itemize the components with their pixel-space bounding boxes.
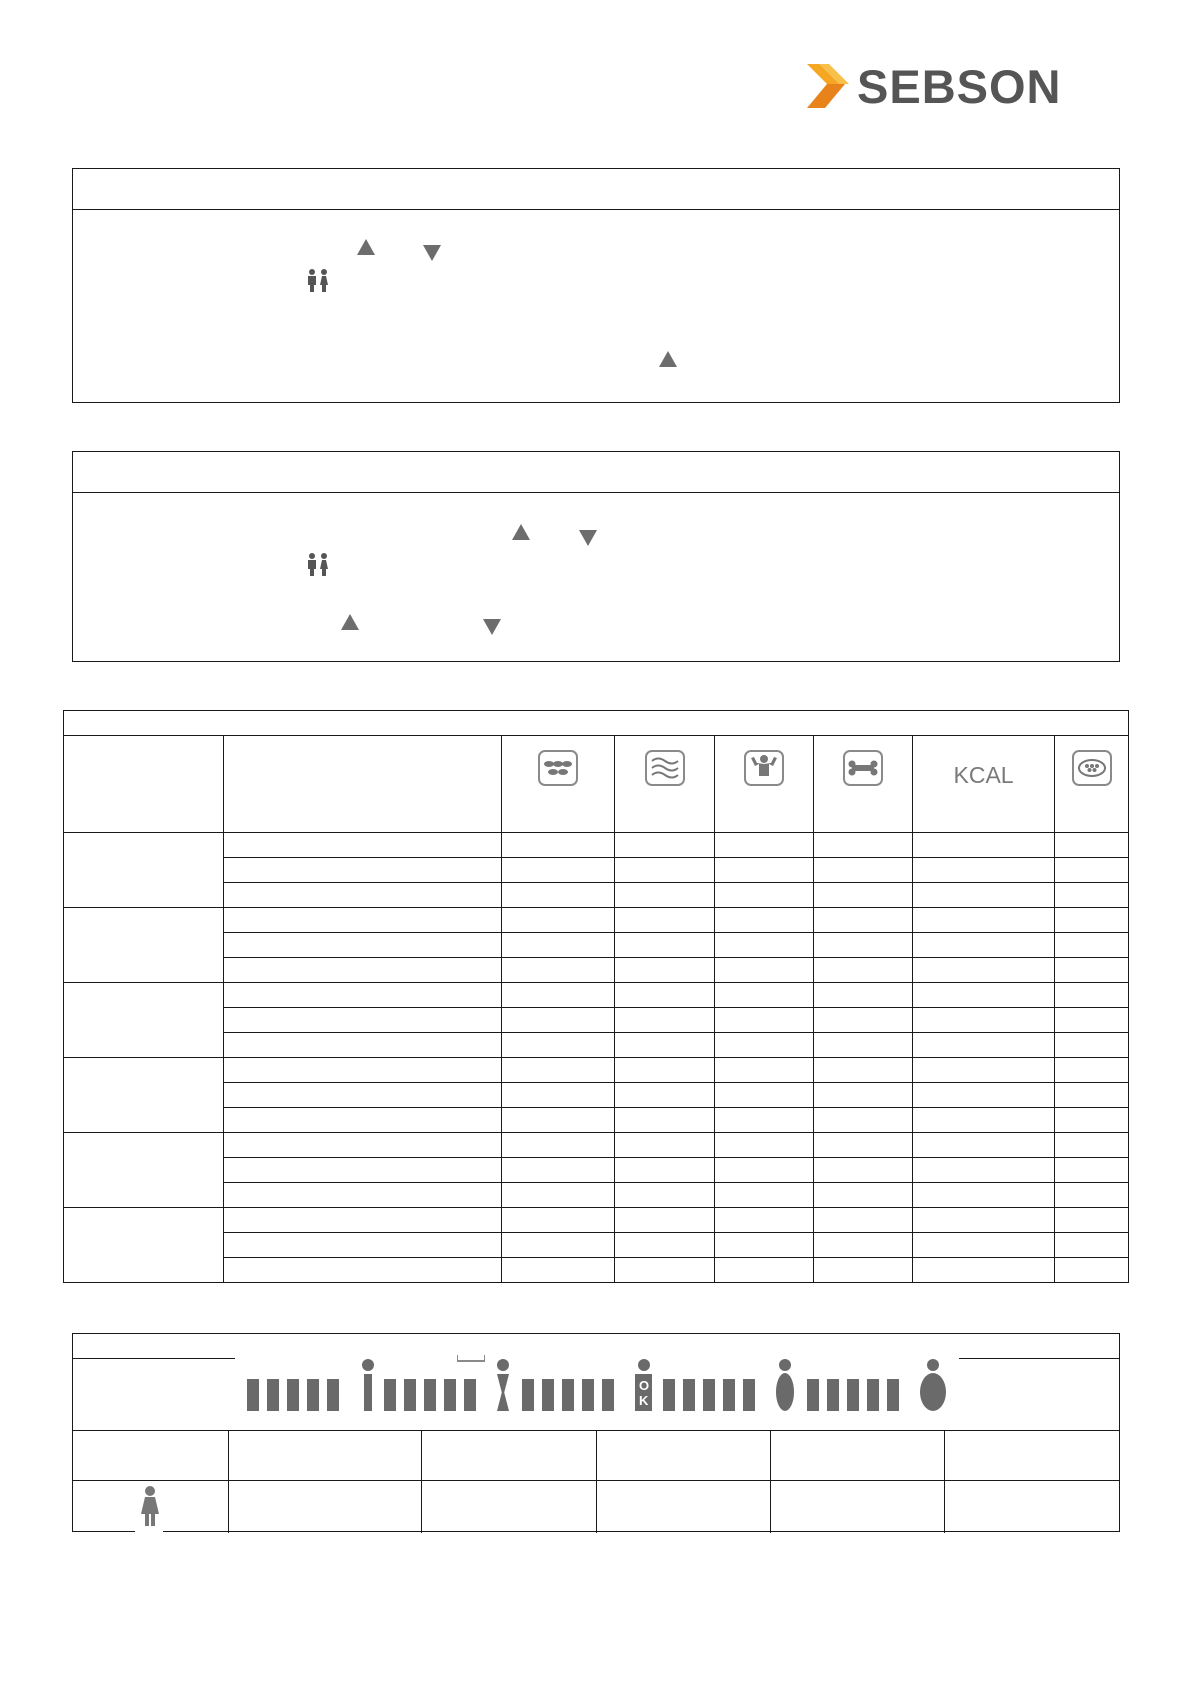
chevron-logo-icon xyxy=(805,64,853,110)
bone-icon xyxy=(843,750,883,786)
fat-icon xyxy=(538,750,578,786)
table-header-row xyxy=(64,736,1129,833)
table-row xyxy=(64,833,1129,858)
table-row xyxy=(64,1008,1129,1033)
triangle-up-icon xyxy=(357,239,375,255)
table-row xyxy=(64,1233,1129,1258)
table-row xyxy=(64,1108,1129,1133)
table-group-cell xyxy=(64,833,224,908)
table-row xyxy=(64,1258,1129,1283)
brand-logo xyxy=(805,60,1062,113)
triangle-up-icon xyxy=(341,614,359,630)
male-female-icon xyxy=(306,269,332,293)
male-female-icon xyxy=(306,553,332,577)
scale-bracket xyxy=(457,1355,458,1361)
female-cell-gap xyxy=(135,1528,163,1534)
col-divider xyxy=(944,1430,945,1533)
muscle-icon xyxy=(744,750,784,786)
table-row xyxy=(64,1183,1129,1208)
table-group-cell xyxy=(64,1208,224,1283)
table-row xyxy=(64,858,1129,883)
scale-bracket xyxy=(457,1360,485,1362)
measurement-table xyxy=(63,735,1129,1283)
ok-label: OK xyxy=(639,1378,650,1408)
table-row xyxy=(64,1058,1129,1083)
triangle-down-icon xyxy=(483,619,501,635)
scale-bracket xyxy=(484,1355,485,1361)
instruction-box-2 xyxy=(72,451,1120,662)
brand-name: SEBSON xyxy=(857,60,1062,113)
table-group-cell xyxy=(64,1133,224,1208)
col-divider xyxy=(596,1430,597,1533)
instruction-box-2-header xyxy=(73,452,1119,493)
table-row xyxy=(64,908,1129,933)
table-row xyxy=(64,933,1129,958)
body-scale-graphic xyxy=(235,1355,955,1415)
ok-marker xyxy=(635,1374,652,1411)
instruction-box-1 xyxy=(72,168,1120,403)
triangle-up-icon xyxy=(512,524,530,540)
col-divider xyxy=(228,1430,229,1533)
table-group-cell xyxy=(64,983,224,1058)
table-row xyxy=(64,1033,1129,1058)
triangle-up-icon xyxy=(659,351,677,367)
visceral-fat-icon xyxy=(1072,750,1112,786)
water-icon xyxy=(645,750,685,786)
table-row xyxy=(64,883,1129,908)
table-row xyxy=(64,1158,1129,1183)
table-row xyxy=(64,983,1129,1008)
table-row xyxy=(64,1208,1129,1233)
kcal-label: KCAL xyxy=(953,761,1014,788)
triangle-down-icon xyxy=(423,245,441,261)
table-row xyxy=(64,958,1129,983)
table-row xyxy=(64,1083,1129,1108)
col-divider xyxy=(770,1430,771,1533)
triangle-down-icon xyxy=(579,530,597,546)
female-icon xyxy=(139,1486,161,1528)
table-title-row xyxy=(63,710,1129,736)
table-group-cell xyxy=(64,1058,224,1133)
instruction-box-1-header xyxy=(73,169,1119,210)
col-divider xyxy=(421,1430,422,1533)
table-row xyxy=(64,1133,1129,1158)
table-group-cell xyxy=(64,908,224,983)
